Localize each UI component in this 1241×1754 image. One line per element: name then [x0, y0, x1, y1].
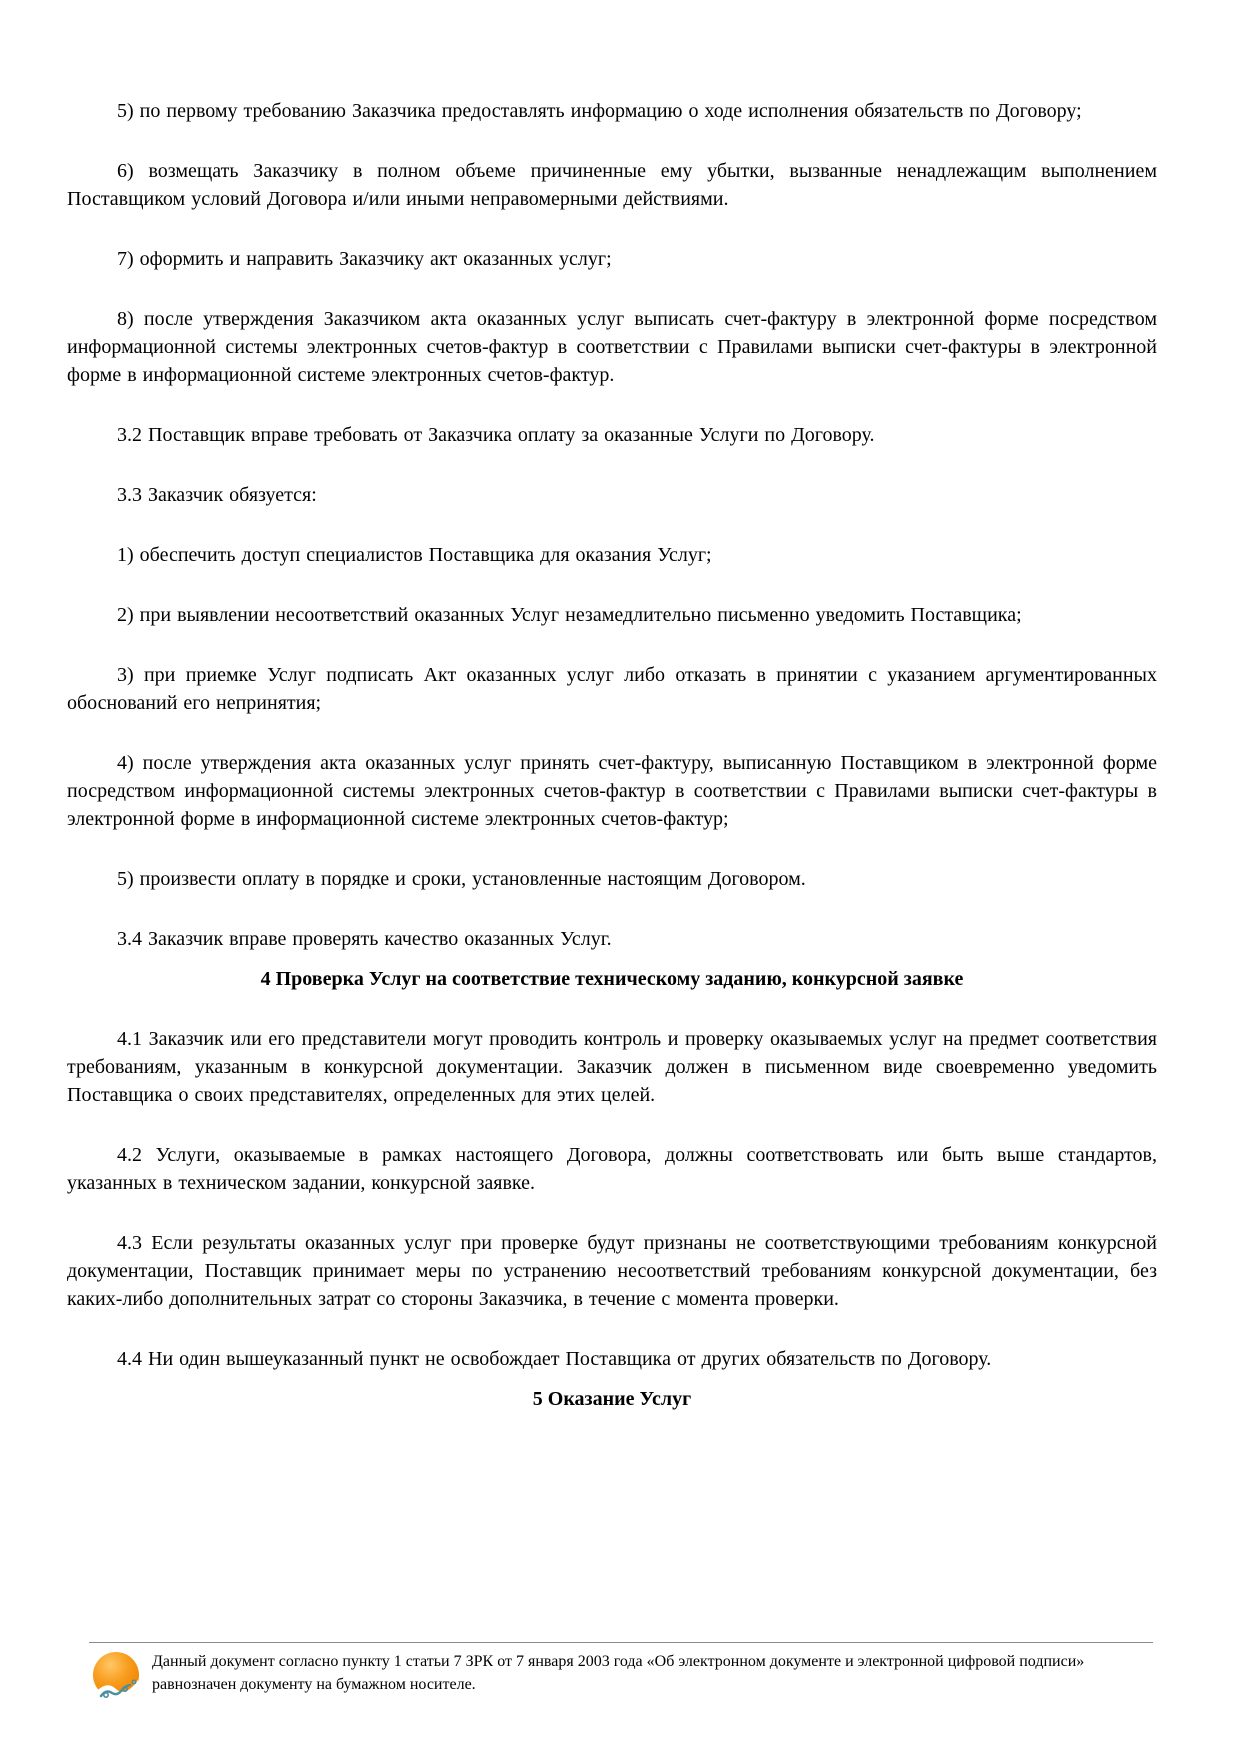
paragraph: 3.3 Заказчик обязуется: — [117, 484, 317, 506]
paragraph: 3) при приемке Услуг подписать Акт оказанных услуг либо отказать в принятии с указанием аргументированных обоснований его непринятия; — [67, 664, 1157, 714]
paragraph: 4) после утверждения акта оказанных услуг принять счет-фактуру, выписанную Поставщиком в электронной форме посредством информационной системы электронных счетов-фактур в соответствии с Правилами выписки счет-фактуры в электронной форме в информационной системе электронных счетов-фактур; — [67, 752, 1157, 830]
document-body — [67, 0, 1157, 1445]
paragraph: 4.3 Если результаты оказанных услуг при проверке будут признаны не соответствующими требованиям конкурсной документации, Поставщик принимает меры по устранению несоответствий требованиям конкурсной документации, без каких-либо дополнительных затрат со стороны Заказчика, в течение с момента проверки. — [67, 1232, 1157, 1310]
paragraph: 1) обеспечить доступ специалистов Поставщика для оказания Услуг; — [117, 544, 712, 566]
footer — [92, 1650, 1097, 1700]
paragraph: 4.4 Ни один вышеуказанный пункт не освобождает Поставщика от других обязательств по Договору. — [117, 1348, 992, 1370]
paragraph: 5) произвести оплату в порядке и сроки, установленные настоящим Договором. — [117, 868, 806, 890]
paragraph: 7) оформить и направить Заказчику акт оказанных услуг; — [117, 248, 612, 270]
e-signature-stamp-icon — [92, 1652, 140, 1700]
paragraph: 8) после утверждения Заказчиком акта оказанных услуг выписать счет-фактуру в электронной форме посредством информационной системы электронных счетов-фактур в соответствии с Правилами выписки счет-фактуры в электронной форме в информационной системе электронных счетов-фактур. — [67, 308, 1157, 386]
paragraph: 2) при выявлении несоответствий оказанных Услуг незамедлительно письменно уведомить Поставщика; — [117, 604, 1022, 626]
footer-divider — [89, 1642, 1153, 1643]
paragraph: 3.2 Поставщик вправе требовать от Заказчика оплату за оказанные Услуги по Договору. — [117, 424, 875, 446]
footer-legal-note: Данный документ согласно пункту 1 статьи 7 ЗРК от 7 января 2003 года «Об электронном документе и электронной цифровой подписи» равнозначен документу на бумажном носителе. — [152, 1653, 1085, 1693]
paragraph: 4.2 Услуги, оказываемые в рамках настоящего Договора, должны соответствовать или быть выше стандартов, указанных в техническом задании, конкурсной заявке. — [67, 1144, 1157, 1194]
section-heading: 5 Оказание Услуг — [532, 1388, 692, 1410]
paragraph: 5) по первому требованию Заказчика предоставлять информацию о ходе исполнения обязательств по Договору; — [117, 100, 1082, 122]
paragraph: 6) возмещать Заказчику в полном объеме причиненные ему убытки, вызванные ненадлежащим выполнением Поставщиком условий Договора и/или иными неправомерными действиями. — [67, 160, 1157, 210]
paragraph: 4.1 Заказчик или его представители могут проводить контроль и проверку оказываемых услуг на предмет соответствия требованиям, указанным в конкурсной документации. Заказчик должен в письменном виде своевременно уведомить Поставщика о своих представителях, определенных для этих целей. — [67, 1028, 1157, 1106]
section-heading: 4 Проверка Услуг на соответствие техническому заданию, конкурсной заявке — [260, 968, 964, 990]
paragraph: 3.4 Заказчик вправе проверять качество оказанных Услуг. — [117, 928, 612, 950]
